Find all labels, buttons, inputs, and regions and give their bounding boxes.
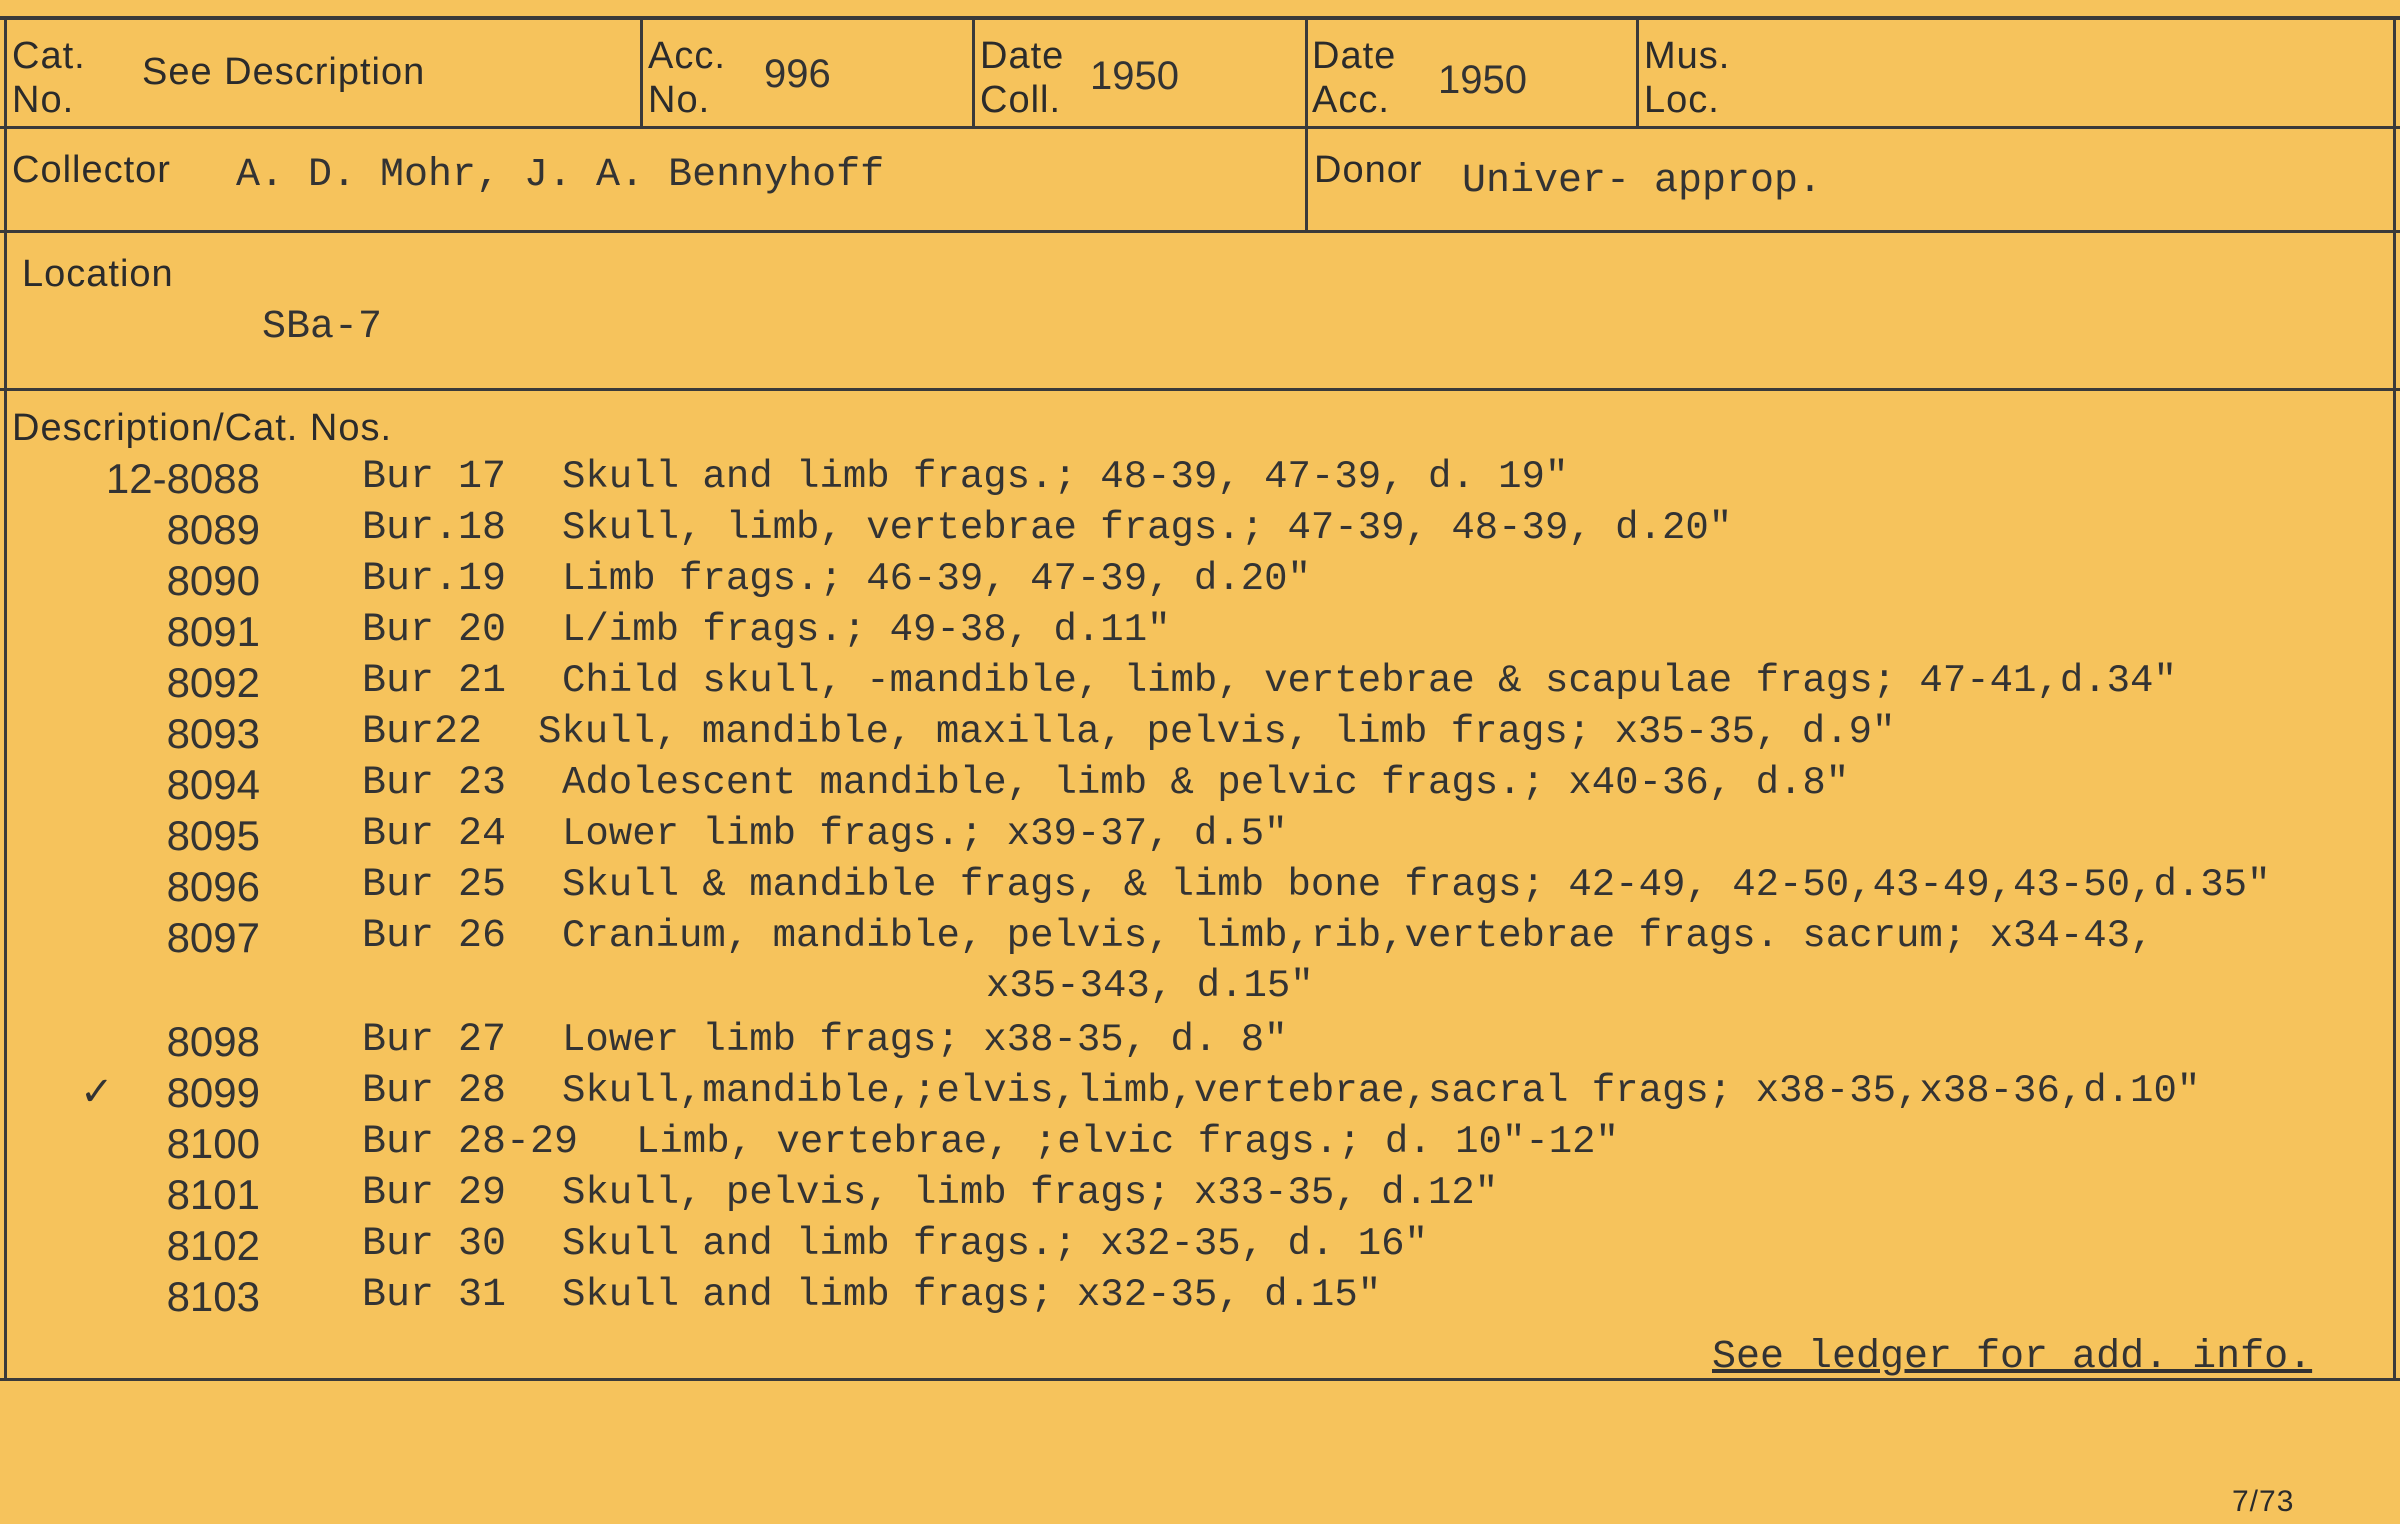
collector-bottom-rule — [0, 230, 2400, 233]
catalog-number: 12-8088 — [105, 455, 260, 502]
location-label: Location — [22, 253, 174, 295]
item-description: Skull, mandible, maxilla, pelvis, limb frags; x35-35, d.9" — [538, 710, 1896, 754]
burial-number: Bur 31 — [362, 1273, 507, 1318]
burial-number: Bur.19 — [362, 557, 507, 602]
burial-number: Bur 27 — [362, 1018, 507, 1063]
date-coll-value: 1950 — [1090, 54, 1179, 98]
item-description: L/imb frags.; 49-38, d.11" — [562, 608, 1171, 652]
list-item — [0, 914, 2400, 1008]
mus-loc-label: Mus. Loc. — [1644, 35, 1731, 121]
item-description-continued: x35-343, d.15" — [986, 964, 1314, 1008]
catalog-number: 8089 — [166, 506, 260, 553]
list-item — [0, 557, 2400, 607]
divider-dateacc-mus — [1636, 18, 1639, 128]
catalog-number: 8100 — [166, 1120, 260, 1167]
catalog-number: 8091 — [166, 608, 260, 655]
catalog-number: 8102 — [166, 1222, 260, 1269]
description-label: Description/Cat. Nos. — [12, 407, 393, 449]
catalog-number: 8094 — [166, 761, 260, 808]
corner-mark: 7/73 — [2232, 1485, 2295, 1518]
item-description: Adolescent mandible, limb & pelvic frags.; x40-36, d.8" — [562, 761, 1850, 805]
item-description: Lower limb frags; x38-35, d. 8" — [562, 1018, 1288, 1062]
list-item — [0, 455, 2400, 505]
list-item — [0, 608, 2400, 658]
burial-number: Bur 29 — [362, 1171, 507, 1216]
catalog-number: 8103 — [166, 1273, 260, 1320]
burial-number: Bur 28 — [362, 1069, 507, 1114]
date-coll-label: Date Coll. — [980, 35, 1065, 121]
item-description: Skull, pelvis, limb frags; x33-35, d.12" — [562, 1171, 1499, 1215]
burial-number: Bur 23 — [362, 761, 507, 806]
divider-cat-acc — [640, 18, 643, 128]
item-description: Lower limb frags.; x39-37, d.5" — [562, 812, 1288, 856]
list-item — [0, 863, 2400, 913]
item-description: Limb, vertebrae, ;elvic frags.; d. 10"-12" — [636, 1120, 1619, 1164]
list-item — [0, 1222, 2400, 1272]
burial-number: Bur22 — [362, 710, 483, 755]
list-item — [0, 1018, 2400, 1068]
catalog-number: 8090 — [166, 557, 260, 604]
item-description: Skull and limb frags.; 48-39, 47-39, d. 19" — [562, 455, 1569, 499]
cat-no-value: See Description — [142, 51, 426, 93]
list-item — [0, 1273, 2400, 1323]
divider-acc-coll — [972, 18, 975, 128]
burial-number: Bur 28-29 — [362, 1120, 579, 1165]
date-acc-label: Date Acc. — [1312, 35, 1397, 121]
item-description: Limb frags.; 46-39, 47-39, d.20" — [562, 557, 1311, 601]
burial-number: Bur 24 — [362, 812, 507, 857]
item-description: Skull & mandible frags, & limb bone frags; 42-49, 42-50,43-49,43-50,d.35" — [562, 863, 2271, 907]
item-description: Skull,mandible,;elvis,limb,vertebrae,sacral frags; x38-35,x38-36,d.10" — [562, 1069, 2201, 1113]
list-item — [0, 1120, 2400, 1170]
burial-number: Bur 25 — [362, 863, 507, 908]
catalog-number: 8098 — [166, 1018, 260, 1065]
burial-number: Bur 21 — [362, 659, 507, 704]
item-description: Skull and limb frags; x32-35, d.15" — [562, 1273, 1382, 1317]
donor-value: Univer- approp. — [1462, 159, 1823, 204]
date-acc-value: 1950 — [1438, 58, 1527, 102]
acc-no-label: Acc. No. — [648, 35, 726, 121]
donor-label: Donor — [1314, 149, 1423, 191]
check-mark: ✓ — [80, 1070, 114, 1114]
collector-value: A. D. Mohr, J. A. Bennyhoff — [236, 153, 885, 198]
catalog-number: 8099 — [166, 1069, 260, 1116]
list-item — [0, 710, 2400, 760]
catalog-number: 8097 — [166, 914, 260, 961]
list-item — [0, 659, 2400, 709]
catalog-number: 8096 — [166, 863, 260, 910]
burial-number: Bur 17 — [362, 455, 507, 500]
list-item — [0, 761, 2400, 811]
list-item — [0, 812, 2400, 862]
burial-number: Bur 30 — [362, 1222, 507, 1267]
acc-no-value: 996 — [764, 52, 831, 96]
header-bottom-rule — [0, 126, 2400, 129]
location-bottom-rule — [0, 388, 2400, 391]
list-item — [0, 1069, 2400, 1119]
burial-number: Bur 20 — [362, 608, 507, 653]
list-item — [0, 1171, 2400, 1221]
burial-number: Bur.18 — [362, 506, 507, 551]
cat-no-label: Cat. No. — [12, 35, 86, 121]
item-description: Cranium, mandible, pelvis, limb,rib,vertebrae frags. sacrum; x34-43, — [562, 914, 2154, 958]
item-description: Skull and limb frags.; x32-35, d. 16" — [562, 1222, 1428, 1266]
item-description: Skull, limb, vertebrae frags.; 47-39, 48-39, d.20" — [562, 506, 1733, 550]
location-value: SBa-7 — [262, 305, 383, 350]
catalog-number: 8093 — [166, 710, 260, 757]
catalog-number: 8092 — [166, 659, 260, 706]
catalog-number: 8101 — [166, 1171, 260, 1218]
item-description: Child skull, -mandible, limb, vertebrae & scapulae frags; 47-41,d.34" — [562, 659, 2177, 703]
catalog-number: 8095 — [166, 812, 260, 859]
burial-number: Bur 26 — [362, 914, 507, 959]
top-rule — [0, 16, 2400, 20]
collector-label: Collector — [12, 149, 171, 191]
list-item — [0, 506, 2400, 556]
divider-coll-dateacc — [1305, 18, 1308, 230]
footer-note: See ledger for add. info. — [1712, 1335, 2313, 1380]
